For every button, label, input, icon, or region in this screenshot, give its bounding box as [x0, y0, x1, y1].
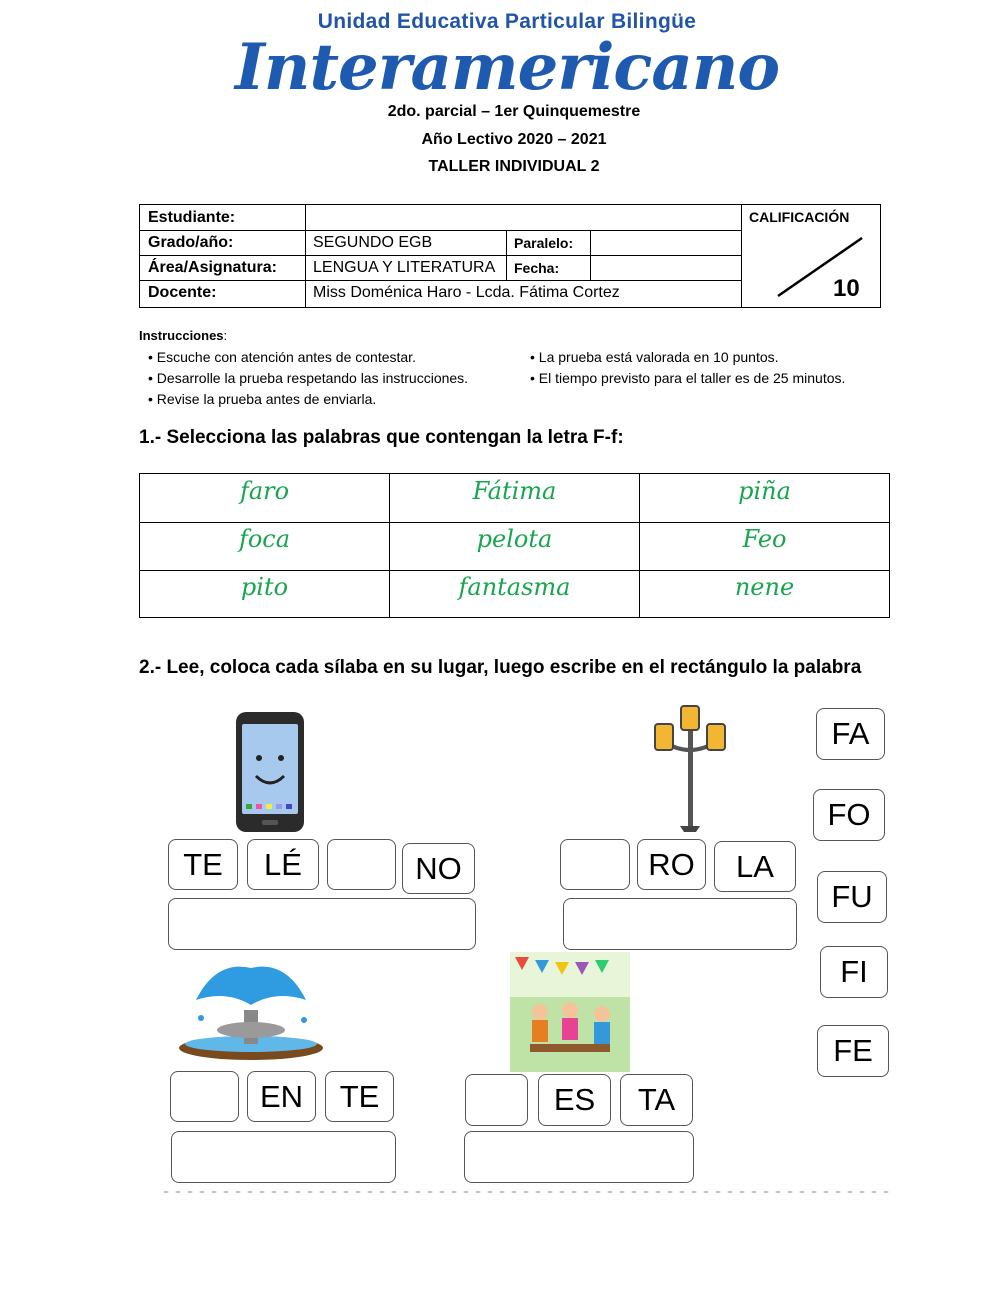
area-value: LENGUA Y LITERATURA [313, 259, 496, 276]
syllable-box[interactable]: RO [637, 839, 706, 890]
word-answer-box[interactable] [464, 1131, 694, 1183]
school-logo-text: Interamericano [234, 30, 780, 105]
school-year: Año Lectivo 2020 – 2021 [421, 131, 607, 148]
word-option[interactable]: fantasma [458, 573, 571, 601]
syllable-tile-fu[interactable]: FU [817, 871, 887, 923]
instruction-item: • El tiempo previsto para el taller es de 25 minutos. [530, 370, 846, 386]
grade-label: Grado/año: [148, 234, 234, 251]
school-name: Unidad Educativa Particular Bilingüe [317, 10, 697, 33]
syllable-box[interactable]: NO [402, 843, 475, 894]
student-label: Estudiante: [148, 209, 236, 226]
syllable-tile-fo[interactable]: FO [813, 789, 885, 841]
syllable-box[interactable]: EN [247, 1071, 316, 1122]
syllable-drop-slot[interactable] [170, 1071, 239, 1122]
question-2-title: 2.- Lee, coloca cada sílaba en su lugar, luego escribe en el rectángulo la palabra [139, 657, 862, 678]
syllable-box[interactable]: TA [620, 1074, 693, 1126]
syllable-box[interactable]: TE [325, 1071, 394, 1122]
instruction-item: • Escuche con atención antes de contestar. [148, 349, 416, 365]
syllable-tile-fe[interactable]: FE [817, 1025, 889, 1077]
student-field[interactable] [313, 208, 733, 228]
word-answer-box[interactable] [563, 898, 797, 950]
word-option[interactable]: nene [734, 573, 795, 601]
syllable-box[interactable]: LA [714, 841, 796, 892]
decorative-dotted-line [160, 1190, 890, 1194]
date-label: Fecha: [514, 260, 560, 276]
student-info-table [139, 204, 881, 308]
instruction-item: • La prueba está valorada en 10 puntos. [530, 349, 779, 365]
party-image [510, 952, 630, 1072]
word-answer-box[interactable] [171, 1131, 396, 1183]
fountain-image [176, 960, 331, 1070]
instructions-heading: Instrucciones: [139, 328, 228, 343]
syllable-box[interactable]: LÉ [247, 839, 319, 890]
teacher-value: Miss Doménica Haro - Lcda. Fátima Cortez [313, 284, 620, 301]
grade-box-title: CALIFICACIÓN [749, 209, 850, 225]
street-lamp-image [650, 702, 730, 834]
instruction-item: • Desarrolle la prueba respetando las instrucciones. [148, 370, 469, 386]
grade-total: 10 [833, 275, 860, 302]
paralelo-field[interactable] [598, 233, 736, 253]
syllable-drop-slot[interactable] [465, 1074, 528, 1126]
word-selection-table [139, 473, 890, 618]
area-label: Área/Asignatura: [148, 259, 277, 276]
syllable-drop-slot[interactable] [327, 839, 396, 890]
question-1-title: 1.- Selecciona las palabras que contengan la letra F-f: [139, 427, 624, 448]
syllable-tile-fi[interactable]: FI [820, 946, 888, 998]
word-option[interactable]: foca [238, 525, 291, 553]
syllable-drop-slot[interactable] [560, 839, 630, 890]
word-answer-box[interactable] [168, 898, 476, 950]
worksheet-title: TALLER INDIVIDUAL 2 [428, 158, 600, 175]
instruction-item: • Revise la prueba antes de enviarla. [148, 391, 377, 407]
partial-label: 2do. parcial – 1er Quinquemestre [387, 103, 641, 120]
teacher-label: Docente: [148, 284, 217, 301]
date-field[interactable] [598, 258, 736, 278]
paralelo-label: Paralelo: [514, 235, 574, 251]
word-option[interactable]: piña [738, 477, 791, 505]
word-option[interactable]: faro [239, 477, 290, 505]
syllable-box[interactable]: ES [538, 1074, 611, 1126]
grade-value: SEGUNDO EGB [313, 234, 433, 251]
word-option[interactable]: Fátima [472, 477, 557, 505]
syllable-box[interactable]: TE [168, 839, 238, 890]
word-option[interactable]: Feo [742, 525, 787, 553]
syllable-tile-fa[interactable]: FA [816, 708, 885, 760]
word-option[interactable]: pito [240, 573, 289, 601]
word-option[interactable]: pelota [476, 525, 553, 553]
phone-image [234, 710, 306, 834]
